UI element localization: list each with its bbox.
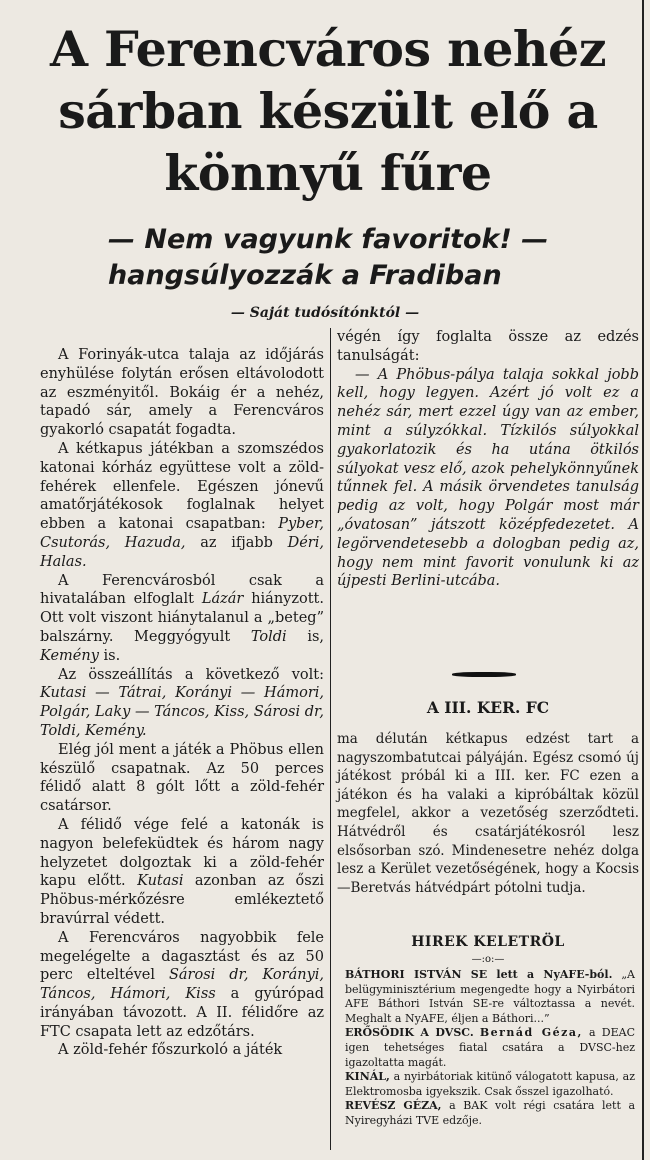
paragraph: A Ferencvárosból csak a hivatalában elfoglalt Lázár hiányzott. Ott volt viszont hiánytalanul a „beteg” balszárny. Meggyógyult Toldi is, Kemény is.: [40, 572, 325, 664]
news-title: HIREK KELETRÖL: [411, 934, 565, 950]
paragraph: Elég jól ment a játék a Phöbus ellen készülő csapatnak. Az 50 perces félidő alatt 8 gólt lőtt a zöld-fehér csatársor.: [40, 741, 324, 815]
section-body: [337, 730, 639, 897]
paragraph: A Forinyák-utca talaja az időjárás enyhülése folytán erősen eltávolodott az eszményitől. Bokáig ér a nehéz, tapadó sár, amely a Ferencváros gyakorló csapatát fogadta.: [40, 347, 324, 439]
quote-paragraph: — A Phöbus-pálya talaja sokkal jobb kell, hogy legyen. Azért jó volt ez a nehéz sár, mert ezzel úgy van az ember, mint a súlyzókkal. Tízkilós súlyokkal gyakorlatozik és ha utána ötkilós súlyokat vesz elő, azok pehelykönnyűnek tűnnek fel. A másik örvendetes tanulság pedig az volt, hogy Polgár most már „óvatosan” játszott középfedezetet. A legörvendetesebb a dologban pedig az, hogy nem mint favorit vonulunk ki az újpesti Berlini-utcába.: [337, 366, 639, 590]
paragraph: A Ferencváros nagyobbik fele megelégelte a dagasztást és az 50 perc elteltével Sárosi dr, Korányi, Táncos, Hámori, Kiss a gyúrópad irányában távozott. A II. félidőre az FTC csapata lett az edzőtárs.: [40, 929, 325, 1040]
news-item: REVÉSZ GÉZA, a BAK volt régi csatára lett a Nyiregyházi TVE edzője.: [345, 1099, 636, 1127]
paragraph: A félidő vége felé a katonák is nagyon belefeküdtek és három nagy helyzetet dolgoztak ki a zöld-fehér kapu előtt. Kutasi azonban az őszi Phöbus-mérkőzésre emlékeztető bravúrral védett.: [40, 816, 324, 927]
paragraph: végén így foglalta össze az edzés tanulságát:: [337, 329, 639, 364]
section-title: A III. KER. FC: [426, 698, 550, 717]
news-item: BÁTHORI ISTVÁN SE lett a NyAFE-ból. „A belügyminisztérium megengedte hogy a Nyirbátori AFE Báthori István SE-re változtassa a nevét. Meghalt a NyAFE, éljen a Báthori...”: [345, 968, 635, 1025]
paragraph: Az összeállítás a következő volt: Kutasi — Tátrai, Korányi — Hámori, Polgár, Laky — Táncos, Kiss, Sárosi dr, Toldi, Kemény.: [40, 666, 324, 739]
right-column: [337, 328, 639, 591]
paragraph: ma délután kétkapus edzést tart a nagyszombatutcai pályáján. Egész csomó új játékost próbál ki a III. ker. FC ezen a játékon és ha valaki a kipróbáltak közül megfelel, akkor a vezetőség szerződteti. Hátvédről és csatárjátékosról lesz elsősorban szó. Mindenesetre nehéz dolga lesz a Kerület vezetőségének, hogy a Kocsis—Beretvás hátvédpárt pótolni tudja.: [337, 731, 639, 896]
section-separator: [452, 672, 516, 677]
news-item: ERŐSÖDIK A DVSC. Bernád Géza, a DEAC igen tehetséges fiatal csatára a DVSC-hez igazoltatta magát.: [345, 1026, 636, 1069]
column-divider: [330, 328, 331, 1150]
news-separator: —:o:—: [471, 954, 505, 965]
news-column: [345, 968, 635, 1129]
headline: A Ferencváros nehéz sárban készült elő a könnyű fűre: [49, 20, 607, 202]
byline: — Saját tudósítónktól —: [230, 305, 420, 321]
news-item: KINÁL, a nyirbátoriak kitünő válogatott kapusa, az Elektromosba igyekszik. Csak ősszel igazolható.: [345, 1070, 635, 1098]
left-column: [40, 346, 324, 1060]
paragraph: A zöld-fehér főszurkoló a játék: [58, 1042, 283, 1059]
paragraph: A kétkapus játékban a szomszédos katonai kórház együttese volt a zöld-fehérek ellenfele. Egészen jónevű amatőrjátékosok foglalnak helyet ebben a katonai csapatban: Pyber, Csutorás, Hazuda, az ifjabb Déri, Halas.: [40, 440, 324, 570]
page-border-rule: [642, 0, 644, 1160]
subheadline: — Nem vagyunk favoritok! — hangsúlyozzák a Fradiban: [108, 224, 549, 291]
